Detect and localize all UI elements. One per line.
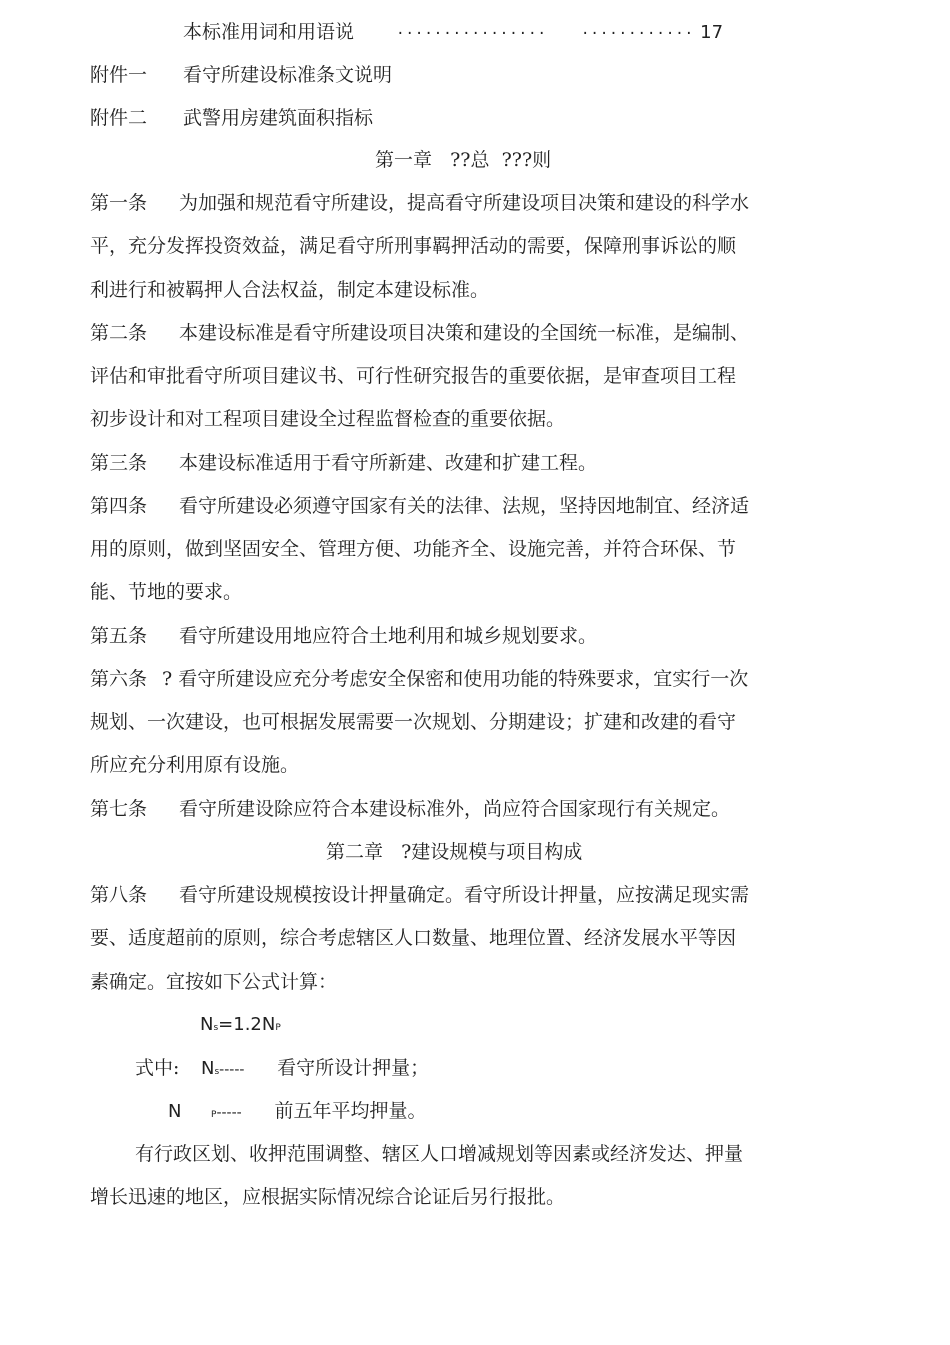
article-2-line: 评估和审批看守所项目建议书、可行性研究报告的重要依据，是审查项目工程 [90,365,737,387]
toc-terms-row [183,20,723,46]
article-text: 看守所建设必须遵守国家有关的法律、法规，坚持因地制宜、经济适 [179,495,750,517]
article-6-line [90,667,748,691]
article-label: 第七条 [90,798,148,820]
article-text: ? 看守所建设应充分考虑安全保密和使用功能的特殊要求，宜实行一次 [162,668,749,690]
closing-paragraph-line: 有行政区划、收押范围调整、辖区人口增减规划等因素或经济发达、押量 [135,1143,744,1165]
article-3-line [90,451,597,475]
article-text: 为加强和规范看守所建设，提高看守所建设项目决策和建设的科学水 [179,192,750,214]
article-text: 看守所建设规模按设计押量确定。看守所设计押量，应按满足现实需 [179,884,750,906]
formula-symbol: N [201,1058,215,1079]
formula [200,1013,281,1040]
article-5-line [90,624,597,648]
toc-page-number: 17 [700,22,724,43]
article-label: 第一条 [90,192,148,214]
formula-subscript: P [211,1110,217,1120]
article-text: 本建设标准适用于看守所新建、改建和扩建工程。 [179,452,598,474]
formula-dash: ----- [219,1062,245,1078]
article-4-line: 能、节地的要求。 [90,581,243,603]
toc-attachment-title: 武警用房建筑面积指标 [183,107,374,129]
formula-subscript: s [213,1023,219,1033]
article-1-line: 平，充分发挥投资效益，满足看守所刑事羁押活动的需要，保障刑事诉讼的顺 [90,235,737,257]
article-label: 第四条 [90,495,148,517]
formula-definition-2 [168,1099,426,1127]
closing-paragraph-line: 增长迅速的地区，应根据实际情况综合论证后另行报批。 [90,1186,566,1208]
article-1-line: 利进行和被羁押人合法权益，制定本建设标准。 [90,279,490,301]
article-label: 第二条 [90,322,148,344]
article-2-line [90,321,749,345]
article-8-line: 要、适度超前的原则，综合考虑辖区人口数量、地理位置、经济发展水平等因 [90,927,737,949]
article-label: 第五条 [90,625,148,647]
formula-dash: ----- [216,1105,242,1121]
article-2-line: 初步设计和对工程项目建设全过程监督检查的重要依据。 [90,408,566,430]
article-text: 看守所建设除应符合本建设标准外，尚应符合国家现行有关规定。 [179,798,731,820]
toc-leader-dots: ················ [396,26,547,42]
article-1-line [90,191,749,215]
formula-definition-1 [135,1056,429,1084]
formula-definition-text: 看守所设计押量； [277,1057,430,1079]
article-4-line: 用的原则，做到坚固安全、管理方便、功能齐全、设施完善，并符合环保、节 [90,538,737,560]
formula-expression: =1.2N [218,1014,276,1035]
formula-subscript: P [275,1023,281,1033]
chapter-2-heading: 第二章 ?建设规模与项目构成 [326,841,583,863]
article-7-line [90,797,730,821]
toc-attachment-1 [90,63,392,87]
chapter-1-heading: 第一章 ??总 ???则 [375,149,552,171]
toc-leader-dots: ············ [580,26,695,42]
article-text: 看守所建设用地应符合土地利用和城乡规划要求。 [179,625,598,647]
toc-attachment-label: 附件二 [90,107,148,129]
article-6-line: 规划、一次建设，也可根据发展需要一次规划、分期建设；扩建和改建的看守 [90,711,737,733]
formula-definition-text: 前五年平均押量。 [274,1100,427,1122]
article-label: 第三条 [90,452,148,474]
article-8-line: 素确定。宜按如下公式计算： [90,971,338,993]
toc-terms-label: 本标准用词和用语说 [183,21,355,43]
article-text: 本建设标准是看守所建设项目决策和建设的全国统一标准，是编制、 [179,322,750,344]
toc-attachment-2 [90,106,373,130]
formula-where-label: 式中: [135,1057,180,1079]
formula-symbol: N [168,1101,182,1122]
article-label: 第八条 [90,884,148,906]
toc-attachment-title: 看守所建设标准条文说明 [183,64,393,86]
formula-symbol: N [200,1014,214,1035]
article-4-line [90,494,749,518]
article-6-line: 所应充分利用原有设施。 [90,754,300,776]
formula-subscript: s [214,1067,220,1077]
article-8-line [90,883,749,907]
toc-attachment-label: 附件一 [90,64,148,86]
article-label: 第六条 [90,668,148,690]
